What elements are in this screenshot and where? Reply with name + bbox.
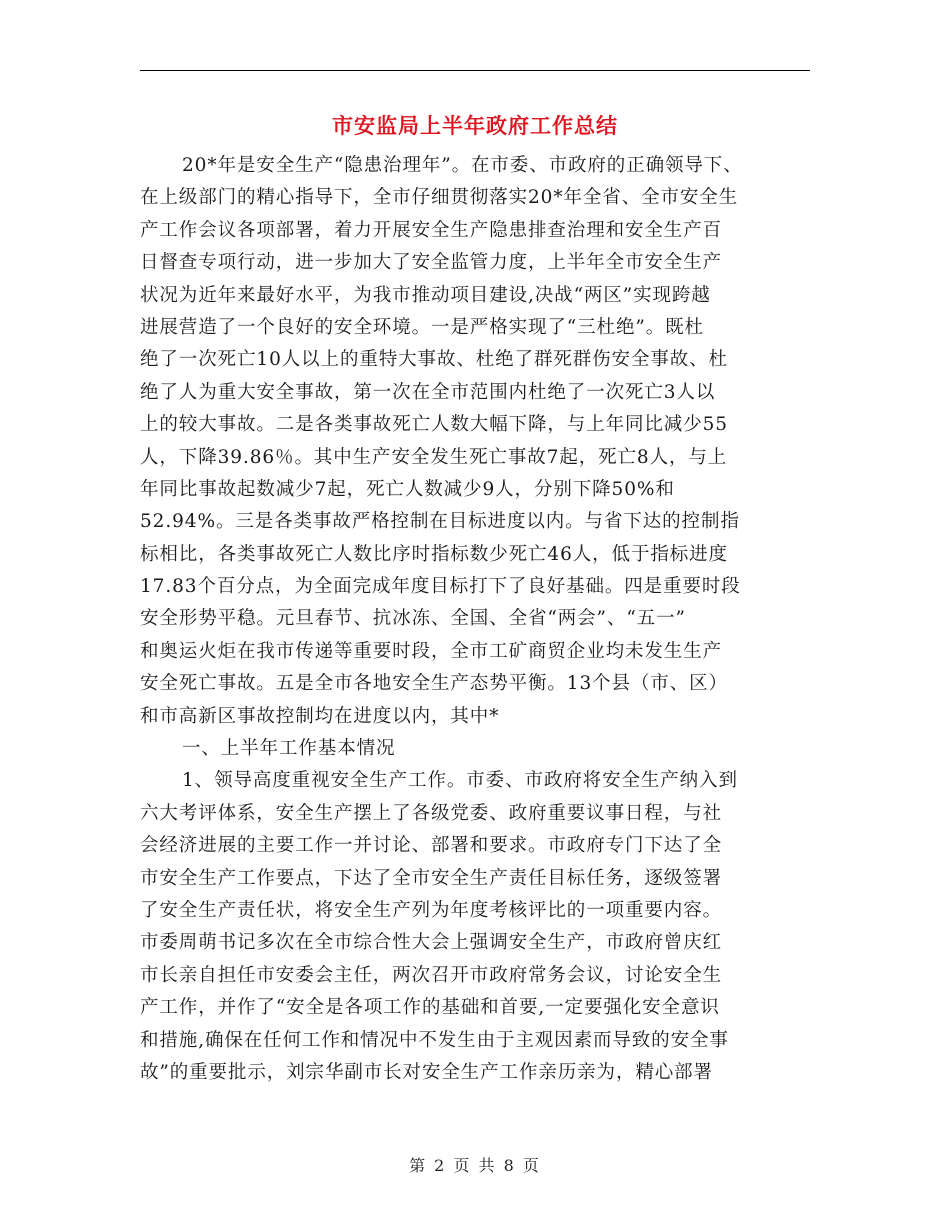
paragraph-line: 和措施,确保在任何工作和情况中不发生由于主观因素而导致的安全事 bbox=[140, 1029, 729, 1051]
section-heading: 一、上半年工作基本情况 bbox=[182, 738, 396, 760]
paragraph-line: 市安全生产工作要点，下达了全市安全生产责任目标任务，逐级签署 bbox=[140, 867, 723, 889]
paragraph-line: 和市高新区事故控制均在进度以内，其中* bbox=[140, 705, 500, 727]
paragraph-line: 52.94%。三是各类事故严格控制在目标进度以内。与省下达的控制指 bbox=[140, 511, 740, 533]
document-body bbox=[140, 150, 820, 1089]
paragraph-line: 安全死亡事故。五是全市各地安全生产态势平衡。13个县（市、区） bbox=[140, 673, 728, 695]
page-number: 第 2 页 共 8 页 bbox=[409, 1156, 541, 1175]
paragraph-line: 了安全生产责任状，将安全生产列为年度考核评比的一项重要内容。 bbox=[140, 899, 723, 921]
paragraph-line: 安全形势平稳。元旦春节、抗冰冻、全国、全省“两会”、“五一” bbox=[140, 608, 686, 630]
paragraph-line: 会经济进展的主要工作一并讨论、部署和要求。市政府专门下达了全 bbox=[140, 835, 723, 857]
paragraph-line: 绝了一次死亡10人以上的重特大事故、杜绝了群死群伤安全事故、杜 bbox=[140, 349, 728, 371]
paragraph-line: 日督查专项行动，进一步加大了安全监管力度，上半年全市安全生产 bbox=[140, 252, 723, 274]
paragraph-line: 产工作会议各项部署，着力开展安全生产隐患排查治理和安全生产百 bbox=[140, 219, 723, 241]
paragraph-line: 年同比事故起数减少7起，死亡人数减少9人，分别下降50%和 bbox=[140, 478, 675, 500]
paragraph-line: 市委周萌书记多次在全市综合性大会上强调安全生产，市政府曾庆红 bbox=[140, 932, 723, 954]
paragraph-line: 和奥运火炬在我市传递等重要时段，全市工矿商贸企业均未发生生产 bbox=[140, 640, 723, 662]
paragraph-line: 上的较大事故。二是各类事故死亡人数大幅下降，与上年同比减少55 bbox=[140, 414, 728, 436]
paragraph-line: 1、领导高度重视安全生产工作。市委、市政府将安全生产纳入到 bbox=[182, 770, 738, 792]
document-title: 市安监局上半年政府工作总结 bbox=[332, 114, 618, 138]
paragraph-line: 17.83个百分点，为全面完成年度目标打下了良好基础。四是重要时段 bbox=[140, 576, 741, 598]
paragraph-line: 20*年是安全生产“隐患治理年”。在市委、市政府的正确领导下、 bbox=[182, 155, 743, 176]
paragraph-line: 人，下降39.86％。其中生产安全发生死亡事故7起，死亡8人，与上 bbox=[140, 446, 728, 468]
paragraph-line: 产工作，并作了“安全是各项工作的基础和首要,一定要强化安全意识 bbox=[140, 997, 720, 1019]
paragraph-line: 绝了人为重大安全事故，第一次在全市范围内杜绝了一次死亡3人以 bbox=[140, 381, 716, 403]
paragraph-line: 状况为近年来最好水平，为我市推动项目建设,决战“两区”实现跨越 bbox=[140, 284, 711, 306]
paragraph-line: 故”的重要批示，刘宗华副市长对安全生产工作亲历亲为，精心部署 bbox=[140, 1061, 713, 1083]
paragraph-line: 标相比，各类事故死亡人数比序时指标数少死亡46人，低于指标进度 bbox=[140, 543, 728, 565]
paragraph-line: 六大考评体系，安全生产摆上了各级党委、政府重要议事日程，与社 bbox=[140, 802, 723, 824]
paragraph-line: 进展营造了一个良好的安全环境。一是严格实现了“三杜绝”。既杜 bbox=[140, 316, 704, 338]
paragraph-line: 在上级部门的精心指导下，全市仔细贯彻落实20*年全省、全市安全生 bbox=[140, 187, 739, 209]
paragraph-line: 市长亲自担任市安委会主任，两次召开市政府常务会议，讨论安全生 bbox=[140, 964, 723, 986]
header-rule bbox=[140, 70, 810, 71]
